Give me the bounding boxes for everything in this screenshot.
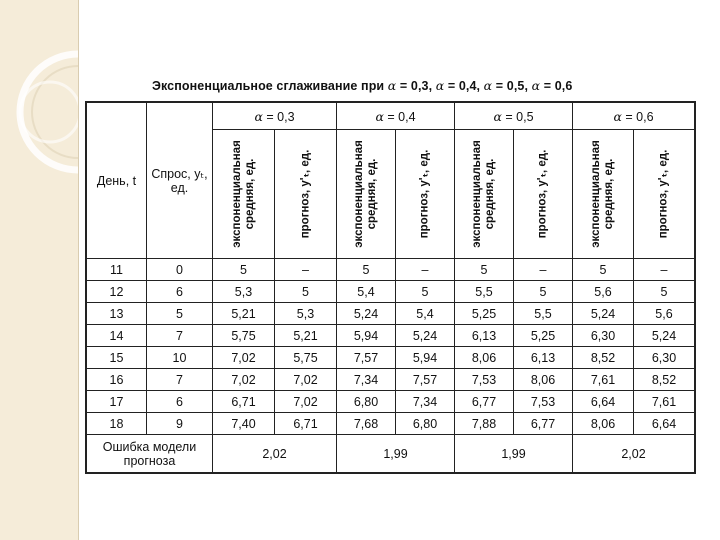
exp-average-cell: 5,5 <box>455 281 514 303</box>
exp-average-cell: 8,06 <box>455 347 514 369</box>
day-cell: 14 <box>87 325 147 347</box>
table-row <box>87 347 695 369</box>
header-exp-average: экспоненциальная средняя, ед. <box>455 130 514 259</box>
exp-average-cell: 6,30 <box>573 325 634 347</box>
header-forecast: прогноз, y'ₜ, ед. <box>275 130 337 259</box>
day-cell: 16 <box>87 369 147 391</box>
day-cell: 13 <box>87 303 147 325</box>
error-label: Ошибка модели прогноза <box>87 435 213 473</box>
page-title <box>152 78 697 98</box>
header-day: День, t <box>87 103 147 259</box>
demand-cell: 6 <box>147 391 213 413</box>
header-alpha-group: α = 0,4 <box>337 103 455 130</box>
forecast-cell: 6,80 <box>396 413 455 435</box>
forecast-cell: 7,02 <box>275 369 337 391</box>
error-value: 2,02 <box>213 435 337 473</box>
demand-cell: 0 <box>147 259 213 281</box>
demand-cell: 7 <box>147 325 213 347</box>
table-row <box>87 391 695 413</box>
exp-average-cell: 5,4 <box>337 281 396 303</box>
exp-average-cell: 6,80 <box>337 391 396 413</box>
forecast-cell: 5,3 <box>275 303 337 325</box>
exp-average-cell: 7,02 <box>213 369 275 391</box>
alpha-symbol: α <box>387 78 397 93</box>
alpha-symbol: α <box>483 78 493 93</box>
demand-cell: 6 <box>147 281 213 303</box>
header-forecast: прогноз, y'ₜ, ед. <box>514 130 573 259</box>
alpha-symbol: α <box>435 78 445 93</box>
exp-average-cell: 7,61 <box>573 369 634 391</box>
title-alpha-value: = 0,5, <box>495 79 529 93</box>
header-forecast: прогноз, y'ₜ, ед. <box>634 130 695 259</box>
forecast-cell: 6,30 <box>634 347 695 369</box>
exp-average-cell: 5,25 <box>455 303 514 325</box>
exp-average-cell: 5 <box>455 259 514 281</box>
decorative-circles <box>0 0 78 540</box>
header-forecast: прогноз, y'ₜ, ед. <box>396 130 455 259</box>
day-cell: 18 <box>87 413 147 435</box>
title-alpha-value: = 0,3, <box>399 79 433 93</box>
smoothing-table <box>86 102 695 473</box>
title-alpha-value: = 0,6 <box>543 79 573 93</box>
header-exp-average: экспоненциальная средняя, ед. <box>337 130 396 259</box>
exp-average-cell: 7,53 <box>455 369 514 391</box>
exp-average-cell: 6,13 <box>455 325 514 347</box>
forecast-cell: 7,53 <box>514 391 573 413</box>
header-alpha-group: α = 0,3 <box>213 103 337 130</box>
forecast-cell: 6,71 <box>275 413 337 435</box>
forecast-cell: 6,13 <box>514 347 573 369</box>
table-row <box>87 413 695 435</box>
exp-average-cell: 5 <box>213 259 275 281</box>
error-row <box>87 435 695 473</box>
forecast-cell: 8,52 <box>634 369 695 391</box>
forecast-cell: 5 <box>396 281 455 303</box>
forecast-cell: 5 <box>514 281 573 303</box>
title-prefix: Экспоненциальное сглаживание при <box>152 79 385 93</box>
exp-average-cell: 5,21 <box>213 303 275 325</box>
forecast-cell: 7,34 <box>396 391 455 413</box>
forecast-cell: 5,21 <box>275 325 337 347</box>
table-row <box>87 281 695 303</box>
forecast-cell: – <box>634 259 695 281</box>
forecast-cell: 5,24 <box>634 325 695 347</box>
forecast-cell: 5,25 <box>514 325 573 347</box>
exp-average-cell: 5,6 <box>573 281 634 303</box>
header-exp-average: экспоненциальная средняя, ед. <box>573 130 634 259</box>
day-cell: 15 <box>87 347 147 369</box>
table-row <box>87 369 695 391</box>
exp-average-cell: 7,02 <box>213 347 275 369</box>
forecast-cell: 8,06 <box>514 369 573 391</box>
alpha-symbol: α <box>531 78 541 93</box>
forecast-cell: 5,24 <box>396 325 455 347</box>
day-cell: 17 <box>87 391 147 413</box>
table-row <box>87 303 695 325</box>
demand-cell: 9 <box>147 413 213 435</box>
table-body <box>87 259 695 435</box>
table-row <box>87 325 695 347</box>
demand-cell: 10 <box>147 347 213 369</box>
forecast-cell: 5 <box>634 281 695 303</box>
header-alpha-group: α = 0,5 <box>455 103 573 130</box>
exp-average-cell: 7,68 <box>337 413 396 435</box>
forecast-cell: 6,77 <box>514 413 573 435</box>
forecast-cell: – <box>514 259 573 281</box>
exp-average-cell: 7,88 <box>455 413 514 435</box>
forecast-cell: 5,4 <box>396 303 455 325</box>
error-value: 1,99 <box>455 435 573 473</box>
forecast-cell: – <box>396 259 455 281</box>
exp-average-cell: 8,52 <box>573 347 634 369</box>
title-alpha-value: = 0,4, <box>447 79 481 93</box>
exp-average-cell: 8,06 <box>573 413 634 435</box>
demand-cell: 7 <box>147 369 213 391</box>
exp-average-cell: 5,24 <box>573 303 634 325</box>
exp-average-cell: 5,94 <box>337 325 396 347</box>
demand-cell: 5 <box>147 303 213 325</box>
exp-average-cell: 6,71 <box>213 391 275 413</box>
forecast-cell: 5 <box>275 281 337 303</box>
forecast-cell: – <box>275 259 337 281</box>
forecast-cell: 6,64 <box>634 413 695 435</box>
exp-average-cell: 7,57 <box>337 347 396 369</box>
error-value: 1,99 <box>337 435 455 473</box>
error-value: 2,02 <box>573 435 695 473</box>
exp-average-cell: 5,24 <box>337 303 396 325</box>
forecast-cell: 7,57 <box>396 369 455 391</box>
header-demand: Спрос, yₜ, ед. <box>147 103 213 259</box>
forecast-cell: 7,02 <box>275 391 337 413</box>
forecast-cell: 5,5 <box>514 303 573 325</box>
exp-average-cell: 6,77 <box>455 391 514 413</box>
forecast-cell: 5,6 <box>634 303 695 325</box>
exp-average-cell: 5,3 <box>213 281 275 303</box>
side-decoration-panel <box>0 0 79 540</box>
table-row <box>87 259 695 281</box>
header-alpha-group: α = 0,6 <box>573 103 695 130</box>
header-exp-average: экспоненциальная средняя, ед. <box>213 130 275 259</box>
exp-average-cell: 7,40 <box>213 413 275 435</box>
exp-average-cell: 7,34 <box>337 369 396 391</box>
exp-average-cell: 5 <box>573 259 634 281</box>
exp-average-cell: 5,75 <box>213 325 275 347</box>
forecast-cell: 7,61 <box>634 391 695 413</box>
header-row-alpha <box>87 103 695 130</box>
day-cell: 11 <box>87 259 147 281</box>
exp-average-cell: 5 <box>337 259 396 281</box>
forecast-cell: 5,94 <box>396 347 455 369</box>
day-cell: 12 <box>87 281 147 303</box>
forecast-cell: 5,75 <box>275 347 337 369</box>
exp-average-cell: 6,64 <box>573 391 634 413</box>
